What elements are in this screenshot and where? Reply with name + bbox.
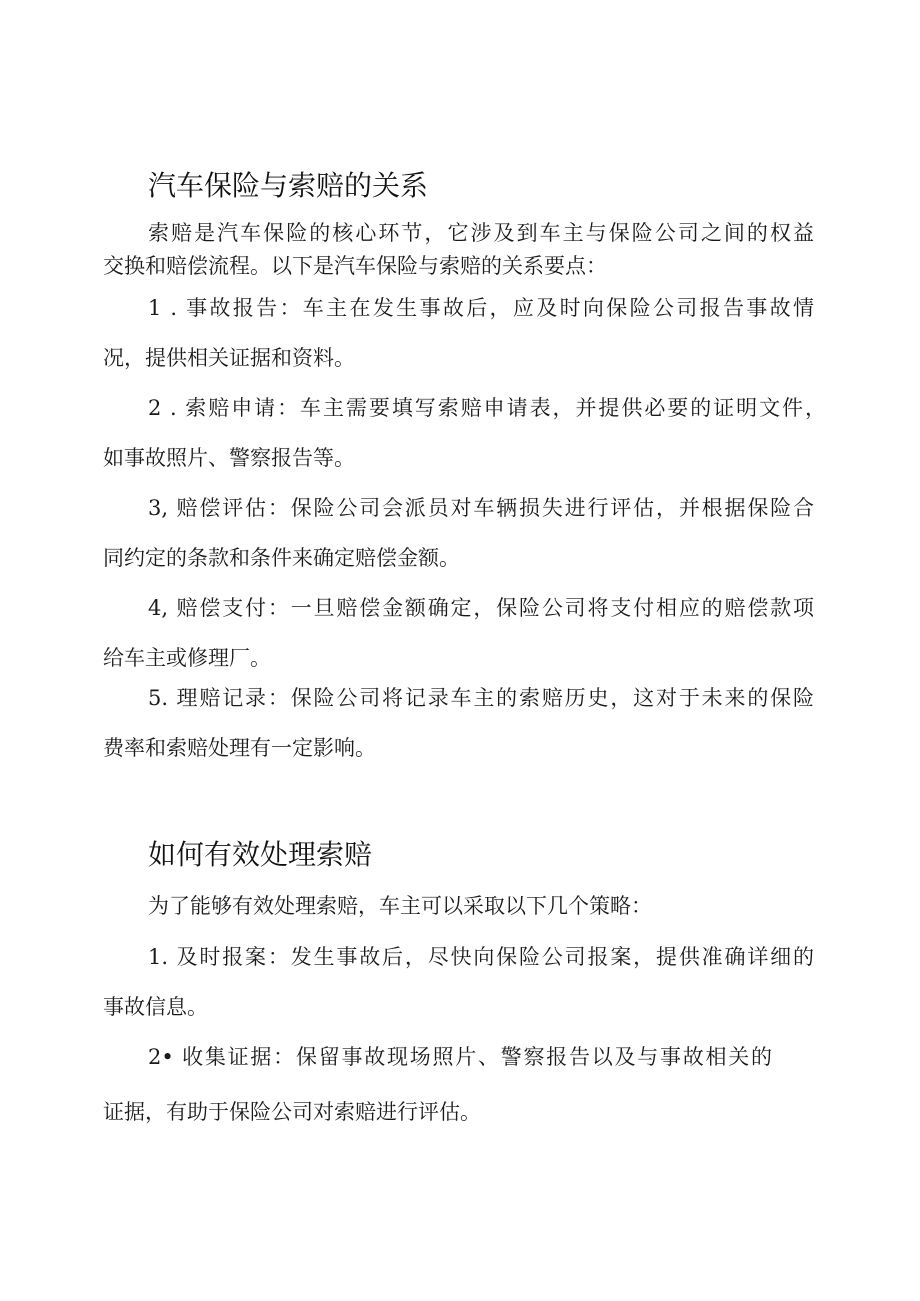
list-item-line: 给车主或修理厂。: [103, 646, 271, 670]
list-item-line: 4, 赔偿支付：一旦赔偿金额确定，保险公司将支付相应的赔偿款项: [148, 596, 814, 620]
list-item-line: 2• 收集证据：保留事故现场照片、警察报告以及与事故相关的: [148, 1045, 772, 1069]
list-item-line: 事故信息。: [103, 995, 208, 1019]
list-item-line: 1 . 事故报告：车主在发生事故后，应及时向保险公司报告事故情: [148, 296, 814, 320]
list-item-line: 同约定的条款和条件来确定赔偿金额。: [103, 546, 460, 570]
list-item-line: 3, 赔偿评估：保险公司会派员对车辆损失进行评估，并根据保险合: [148, 496, 814, 520]
list-item-line: 2 . 索赔申请：车主需要填写索赔申请表，并提供必要的证明文件，: [148, 396, 826, 420]
list-item-line: 1. 及时报案：发生事故后，尽快向保险公司报案，提供准确详细的: [148, 945, 814, 969]
list-item-line: 费率和索赔处理有一定影响。: [103, 736, 376, 760]
list-item-line: 证据，有助于保险公司对索赔进行评估。: [103, 1100, 481, 1124]
list-item-line: 5. 理赔记录：保险公司将记录车主的索赔历史，这对于未来的保险: [148, 686, 814, 710]
list-item-line: 况，提供相关证据和资料。: [103, 346, 355, 370]
paragraph-line: 为了能够有效处理索赔，车主可以采取以下几个策略：: [148, 894, 652, 918]
list-item-line: 如事故照片、警察报告等。: [103, 446, 355, 470]
section-heading-handle-claims: 如何有效处理索赔: [148, 838, 373, 871]
paragraph-line: 索赔是汽车保险的核心环节，它涉及到车主与保险公司之间的权益: [148, 221, 814, 245]
section-heading-insurance-claims-relationship: 汽车保险与索赔的关系: [148, 169, 429, 202]
paragraph-line: 交换和赔偿流程。以下是汽车保险与索赔的关系要点：: [103, 254, 607, 278]
